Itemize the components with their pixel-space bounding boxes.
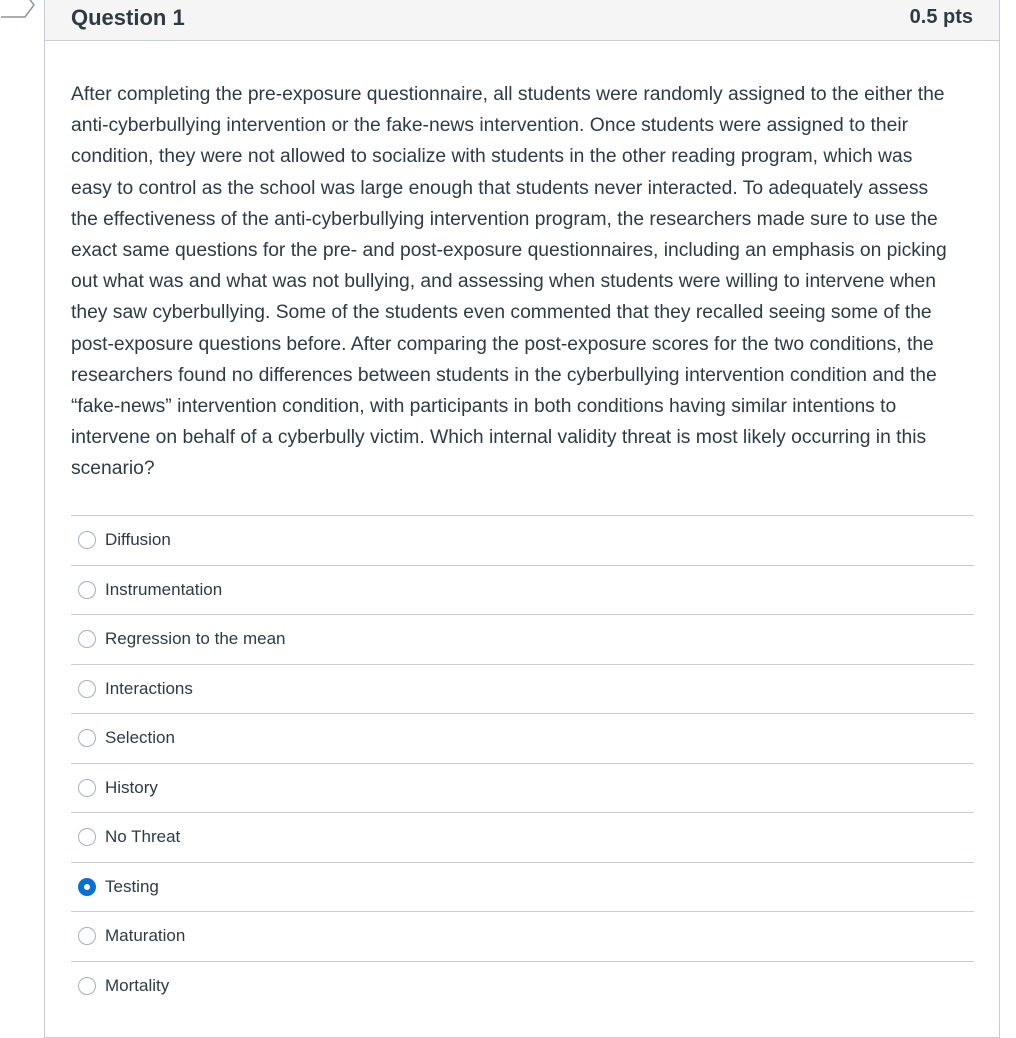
radio-button[interactable] (78, 729, 96, 747)
question-points: 0.5 pts (909, 6, 973, 28)
answer-label[interactable]: No Threat (105, 827, 181, 847)
answer-option-selected[interactable] (71, 862, 974, 912)
radio-button[interactable] (78, 680, 96, 698)
question-header (45, 0, 999, 41)
answer-option[interactable] (71, 961, 974, 1011)
answer-option[interactable] (71, 614, 974, 664)
answer-option[interactable] (71, 664, 974, 714)
answer-option[interactable] (71, 911, 974, 961)
question-text: After completing the pre-exposure questionnaire, all students were randomly assigned to the either the anti-cyberbullying intervention or the fake-news intervention. Once students were assigned to their condition, they were not allowed to socialize with students in the other reading program, which was easy to control as the school was large enough that students never interacted. To adequately assess the effectiveness of the anti-cyberbullying intervention program, the researchers made sure to use the exact same questions for the pre- and post-exposure questionnaires, including an emphasis on picking out what was and what was not bullying, and assessing when students were willing to intervene when they saw cyberbullying. Some of the students even commented that they recalled seeing some of the post-exposure questions before. After comparing the post-exposure scores for the two conditions, the researchers found no differences between students in the cyberbullying intervention condition and the “fake-news” intervention condition, with participants in both conditions having similar intentions to intervene on behalf of a cyberbully victim. Which internal validity threat is most likely occurring in this scenario? (71, 84, 947, 480)
answer-label[interactable]: Regression to the mean (105, 629, 286, 649)
answer-label[interactable]: Diffusion (105, 530, 171, 550)
question-title: Question 1 (71, 4, 185, 30)
radio-button[interactable] (78, 927, 96, 945)
answer-option[interactable] (71, 763, 974, 813)
radio-button[interactable] (78, 977, 96, 995)
answer-label[interactable]: Interactions (105, 678, 193, 698)
answer-option[interactable] (71, 713, 974, 763)
radio-button[interactable] (78, 581, 96, 599)
answer-option[interactable] (71, 515, 974, 565)
radio-button[interactable] (78, 630, 96, 648)
answer-option[interactable] (71, 812, 974, 862)
answer-label[interactable]: Maturation (105, 926, 186, 946)
question-card (44, 0, 1000, 1038)
radio-button[interactable] (78, 828, 96, 846)
radio-button[interactable] (78, 531, 96, 549)
radio-button[interactable] (78, 779, 96, 797)
answer-label[interactable]: Mortality (105, 975, 170, 995)
answer-label[interactable]: History (105, 777, 158, 797)
answer-label[interactable]: Instrumentation (105, 579, 223, 599)
radio-button-selected[interactable] (78, 878, 96, 896)
answer-list (71, 515, 974, 1010)
answer-label[interactable]: Testing (105, 876, 159, 896)
answer-label[interactable]: Selection (105, 728, 175, 748)
answer-option[interactable] (71, 565, 974, 615)
flag-question-icon[interactable] (0, 0, 36, 18)
